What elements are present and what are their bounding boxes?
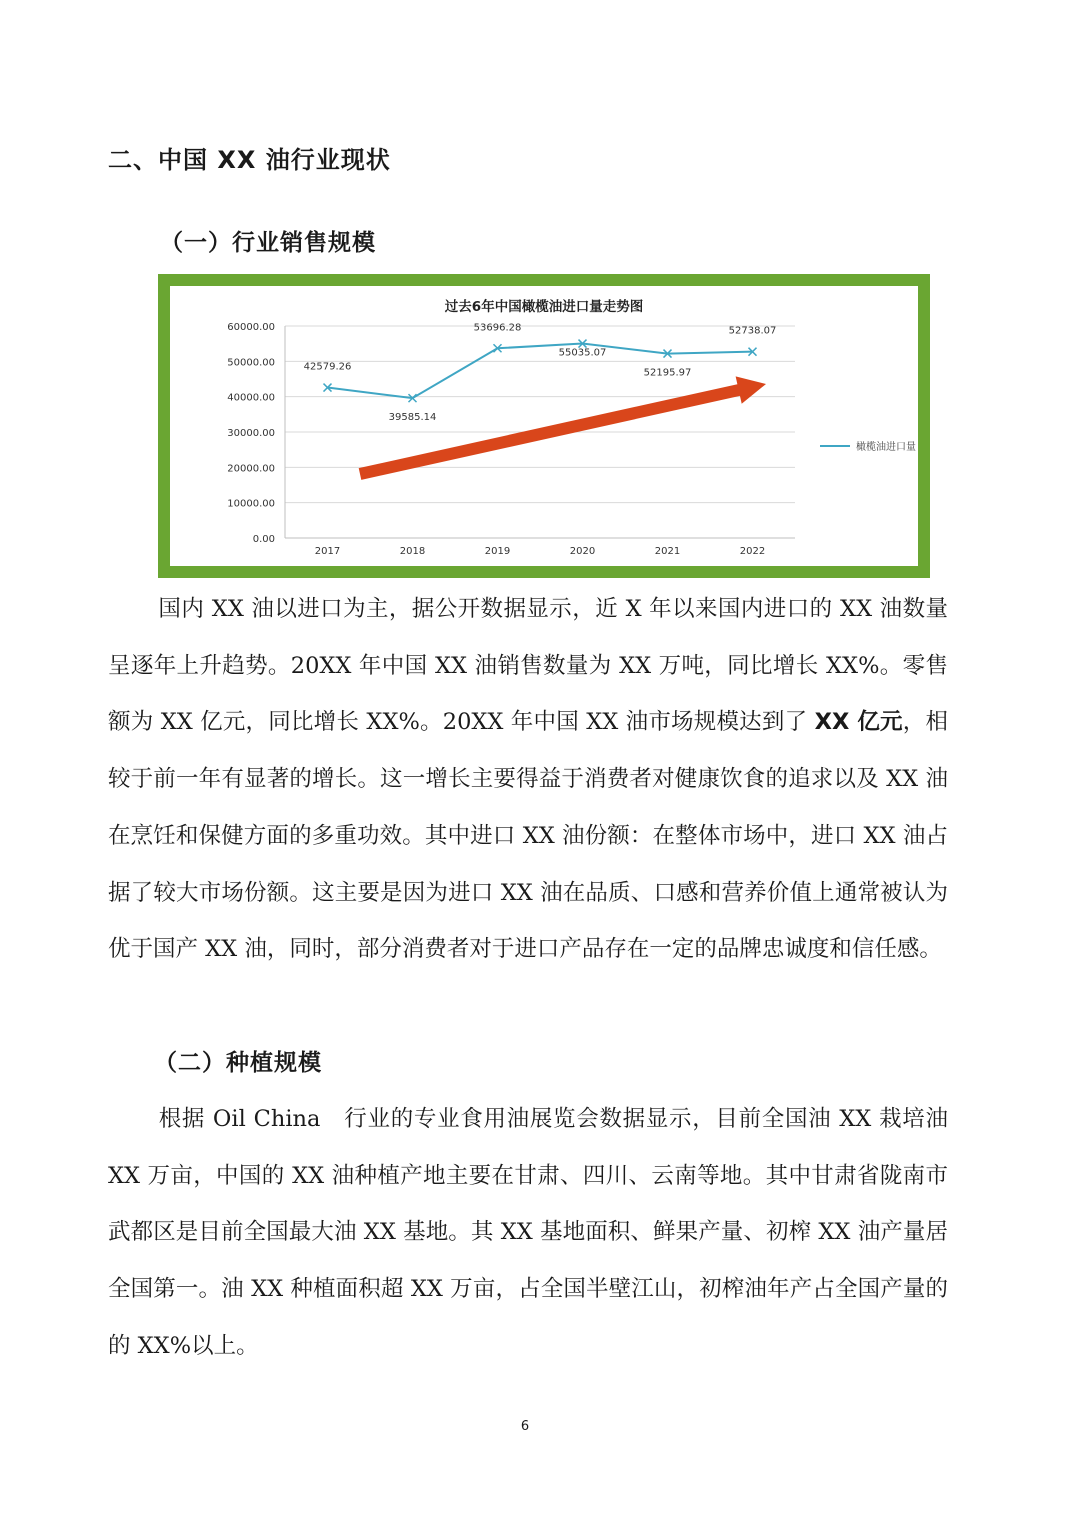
x-tick-label: 2020	[569, 546, 596, 557]
section-title: 二、中国 XX 油行业现状	[108, 146, 391, 174]
x-tick-label: 2021	[654, 546, 681, 557]
subsection-title-sales-scale: （一）行业销售规模	[160, 230, 376, 256]
x-tick-label: 2019	[484, 546, 511, 557]
data-label: 39585.14	[388, 412, 437, 424]
chart-title: 过去6年中国橄榄油进口量走势图	[444, 299, 644, 315]
x-tick-label: 2022	[739, 546, 766, 557]
data-label: 42579.26	[303, 361, 352, 373]
chart-frame	[158, 274, 930, 578]
paragraph-planting-scale	[108, 1091, 948, 1375]
data-label: 52738.07	[728, 325, 777, 337]
y-tick-label: 20000.00	[227, 463, 275, 475]
legend-label: 橄榄油进口量	[856, 442, 916, 453]
y-tick-label: 10000.00	[227, 498, 275, 510]
paragraph-1-part-2: ，相较于前一年有显著的增长。这一增长主要得益于消费者对健康饮食的追求以及 XX 油在烹饪和保健方面的多重功效。其中进口 XX 油份额：在整体市场中，进口 XX 油占据了较大市场份额。这主要是因为进口 XX 油在品质、口感和营养价值上通常被认为优于国产 XX 油，同时，部分消费者对于进口产品存在一定的品牌忠诚度和信任感。	[108, 709, 948, 963]
y-tick-label: 40000.00	[227, 392, 275, 404]
paragraph-sales-scale	[108, 581, 948, 978]
y-tick-label: 0.00	[252, 534, 275, 545]
data-label: 52195.97	[643, 367, 692, 379]
paragraph-1-part-1: 国内 XX 油以进口为主，据公开数据显示，近 X 年以来国内进口的 XX 油数量呈逐年上升趋势。20XX 年中国 XX 油销售数量为 XX 万吨，同比增长 XX%。零售额为 XX 亿元，同比增长 XX%。20XX 年中国 XX 油市场规模达到了	[108, 596, 948, 736]
y-tick-label: 60000.00	[227, 322, 275, 333]
subsection-title-planting-scale: （二）种植规模	[154, 1050, 322, 1076]
import-volume-line-chart	[170, 286, 918, 566]
paragraph-2-text: 根据 Oil China 行业的专业食用油展览会数据显示，目前全国油 XX 栽培油 XX 万亩，中国的 XX 油种植产地主要在甘肃、四川、云南等地。其中甘肃省陇南市武都区是目前全国最大油 XX 基地。其 XX 基地面积、鲜果产量、初榨 XX 油产量居全国第一。油 XX 种植面积超 XX 万亩，占全国半壁江山，初榨油年产占全国产量的的 XX%以上。	[108, 1106, 948, 1359]
chart-area	[170, 286, 918, 566]
trend-arrow	[359, 376, 766, 479]
x-tick-label: 2018	[399, 546, 426, 557]
data-label: 53696.28	[473, 322, 522, 334]
y-tick-label: 50000.00	[227, 357, 275, 369]
y-tick-label: 30000.00	[227, 428, 275, 439]
page-number: 6	[520, 1419, 530, 1434]
x-tick-label: 2017	[314, 546, 341, 557]
data-label: 55035.07	[558, 347, 607, 359]
paragraph-1-bold-value: XX 亿元	[814, 709, 903, 736]
